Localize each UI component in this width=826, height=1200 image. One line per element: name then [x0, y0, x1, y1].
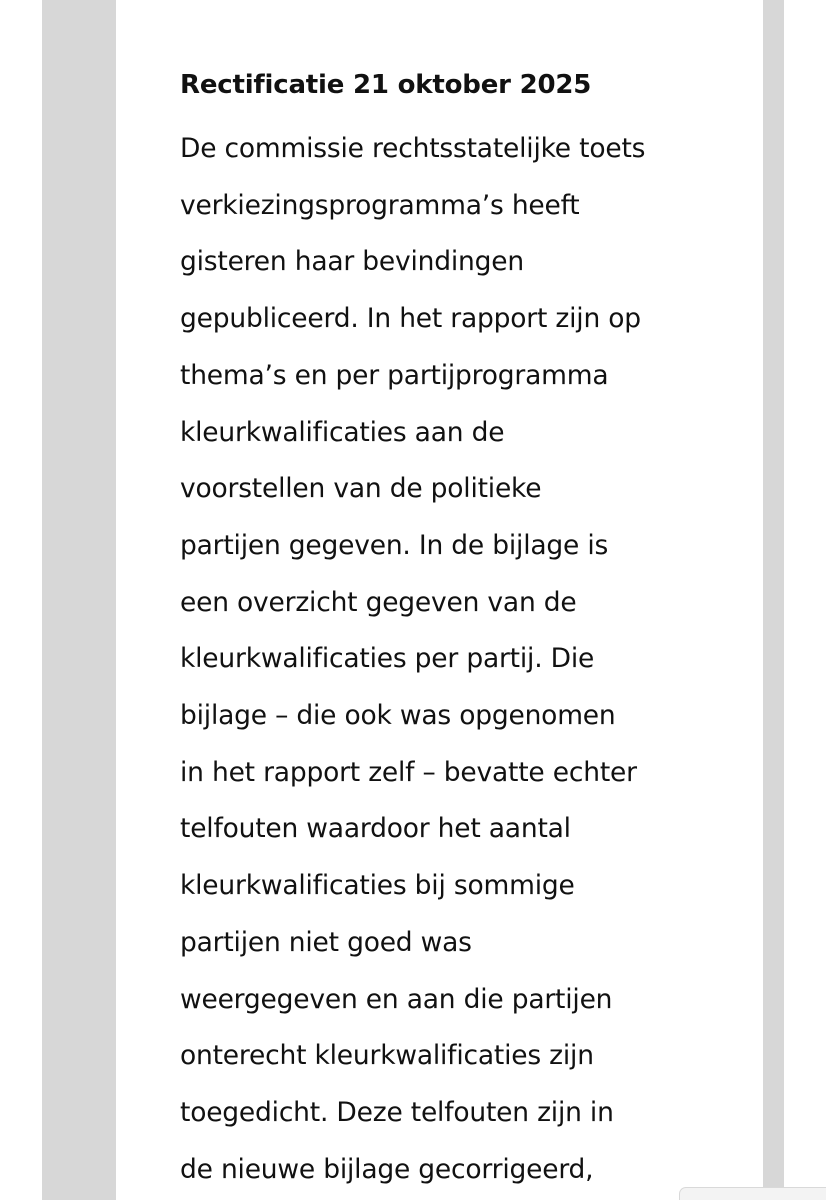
body-line: kleurkwalificaties bij sommige [180, 870, 575, 902]
body-line: in het rapport zelf – bevatte echter [180, 756, 637, 788]
article-content [116, 0, 763, 1200]
body-line: partijen gegeven. In de bijlage is [180, 529, 609, 561]
body-line: verkiezingsprogramma’s heeft [180, 189, 580, 221]
body-line: voorstellen van de politieke [180, 473, 542, 505]
body-line: gisteren haar bevindingen [180, 246, 524, 278]
body-line: kleurkwalificaties per partij. Die [180, 643, 595, 675]
body-line: partijen niet goed was [180, 926, 472, 958]
body-line: kleurkwalificaties aan de [180, 416, 505, 448]
body-line: De commissie rechtsstatelijke toets [180, 133, 646, 164]
article-heading: Rectificatie 21 oktober 2025 [180, 70, 592, 100]
bottom-corner-tab[interactable] [679, 1187, 826, 1200]
body-line: de nieuwe bijlage gecorrigeerd, [180, 1153, 594, 1185]
body-line: gepubliceerd. In het rapport zijn op [180, 303, 641, 335]
right-gutter [763, 0, 784, 1200]
left-gutter [42, 0, 116, 1200]
body-line: telfouten waardoor het aantal [180, 813, 571, 845]
body-line: weergegeven en aan die partijen [180, 983, 613, 1015]
body-line: thema’s en per partijprogramma [180, 359, 609, 391]
body-line: onterecht kleurkwalificaties zijn [180, 1040, 594, 1072]
body-line: een overzicht gegeven van de [180, 586, 577, 618]
body-line: toegedicht. Deze telfouten zijn in [180, 1096, 614, 1128]
article-body [180, 121, 740, 1198]
body-line: bijlage – die ook was opgenomen [180, 700, 616, 732]
